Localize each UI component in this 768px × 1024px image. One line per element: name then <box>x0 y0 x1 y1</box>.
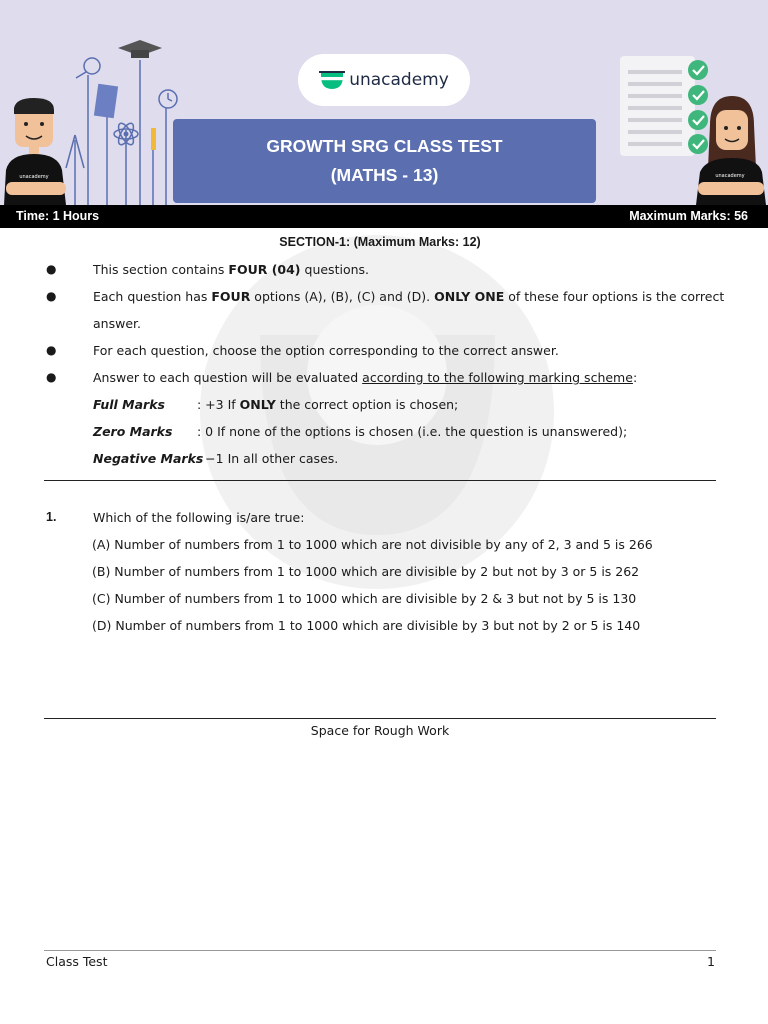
marking-label: Zero Marks <box>93 424 173 439</box>
option-d: (D) Number of numbers from 1 to 1000 which are divisible by 3 but not by 2 or 5 is 140 <box>92 618 641 633</box>
marking-bold: ONLY <box>239 397 276 412</box>
instruction-text: : <box>632 370 638 385</box>
marking-label: Negative Marks <box>93 451 204 466</box>
footer-divider <box>44 950 716 951</box>
instruction-text: Answer to each question will be evaluated <box>93 370 363 385</box>
zero-marks-value: : 0 If none of the options is chosen (i.e. the question is unanswered); <box>197 424 628 439</box>
option-a: (A) Number of numbers from 1 to 1000 which are not divisible by any of 2, 3 and 5 is 266 <box>92 537 653 552</box>
instruction-3: For each question, choose the option corresponding to the correct answer. <box>93 343 559 358</box>
negative-marks-value: : −1 In all other cases. <box>197 451 339 466</box>
marking-text: : +3 If <box>197 397 240 412</box>
negative-marks-label <box>93 451 203 466</box>
info-bar <box>0 205 768 228</box>
bullet-icon: ● <box>46 289 57 303</box>
bullet-icon: ● <box>46 343 57 357</box>
section-divider <box>44 480 716 481</box>
footer-label: Class Test <box>46 954 108 969</box>
unacademy-logo <box>298 54 470 106</box>
page-number: 1 <box>707 954 715 969</box>
instruction-4 <box>93 370 637 385</box>
instruction-text: This section contains <box>93 262 229 277</box>
instruction-bold: ONLY ONE <box>434 289 505 304</box>
instruction-text: of these four options is the correct <box>504 289 725 304</box>
test-title-box <box>173 119 596 203</box>
zero-marks-label <box>93 424 172 439</box>
instruction-text: options (A), (B), (C) and (D). <box>250 289 435 304</box>
instruction-2-continued: answer. <box>93 316 141 331</box>
checklist-illustration <box>610 50 768 205</box>
unacademy-logo-icon <box>319 70 345 90</box>
bullet-icon: ● <box>46 262 57 276</box>
bullet-icon: ● <box>46 370 57 384</box>
time-label: Time: 1 Hours <box>16 209 100 223</box>
full-marks-value <box>197 397 458 412</box>
instruction-bold: FOUR <box>211 289 251 304</box>
full-marks-label <box>93 397 165 412</box>
science-illustration <box>0 30 185 205</box>
instruction-2 <box>93 289 724 304</box>
test-subtitle: (MATHS - 13) <box>330 165 439 185</box>
instruction-text: Each question has <box>93 289 212 304</box>
option-b: (B) Number of numbers from 1 to 1000 which are divisible by 2 but not by 3 or 5 is 262 <box>92 564 640 579</box>
svg-text:unacademy: unacademy <box>715 173 745 179</box>
header-banner <box>0 0 768 205</box>
marking-label: Full Marks <box>93 397 165 412</box>
option-c: (C) Number of numbers from 1 to 1000 which are divisible by 2 & 3 but not by 5 is 130 <box>92 591 637 606</box>
svg-text:unacademy: unacademy <box>19 174 49 180</box>
question-number: 1. <box>46 510 57 524</box>
instruction-bold: FOUR (04) <box>228 262 301 277</box>
rough-work-label: Space for Rough Work <box>310 723 450 738</box>
question-stem: Which of the following is/are true: <box>93 510 305 525</box>
brand-name: unacademy <box>349 70 449 90</box>
instruction-underline: according to the following marking scheme <box>362 370 633 385</box>
rough-work-divider <box>44 718 716 719</box>
section-title: SECTION-1: (Maximum Marks: 12) <box>279 235 481 249</box>
test-title: GROWTH SRG CLASS TEST <box>266 136 503 156</box>
instruction-1 <box>93 262 369 277</box>
instruction-text: questions. <box>300 262 369 277</box>
marking-text: the correct option is chosen; <box>275 397 459 412</box>
maximum-marks-label: Maximum Marks: 56 <box>629 209 748 223</box>
